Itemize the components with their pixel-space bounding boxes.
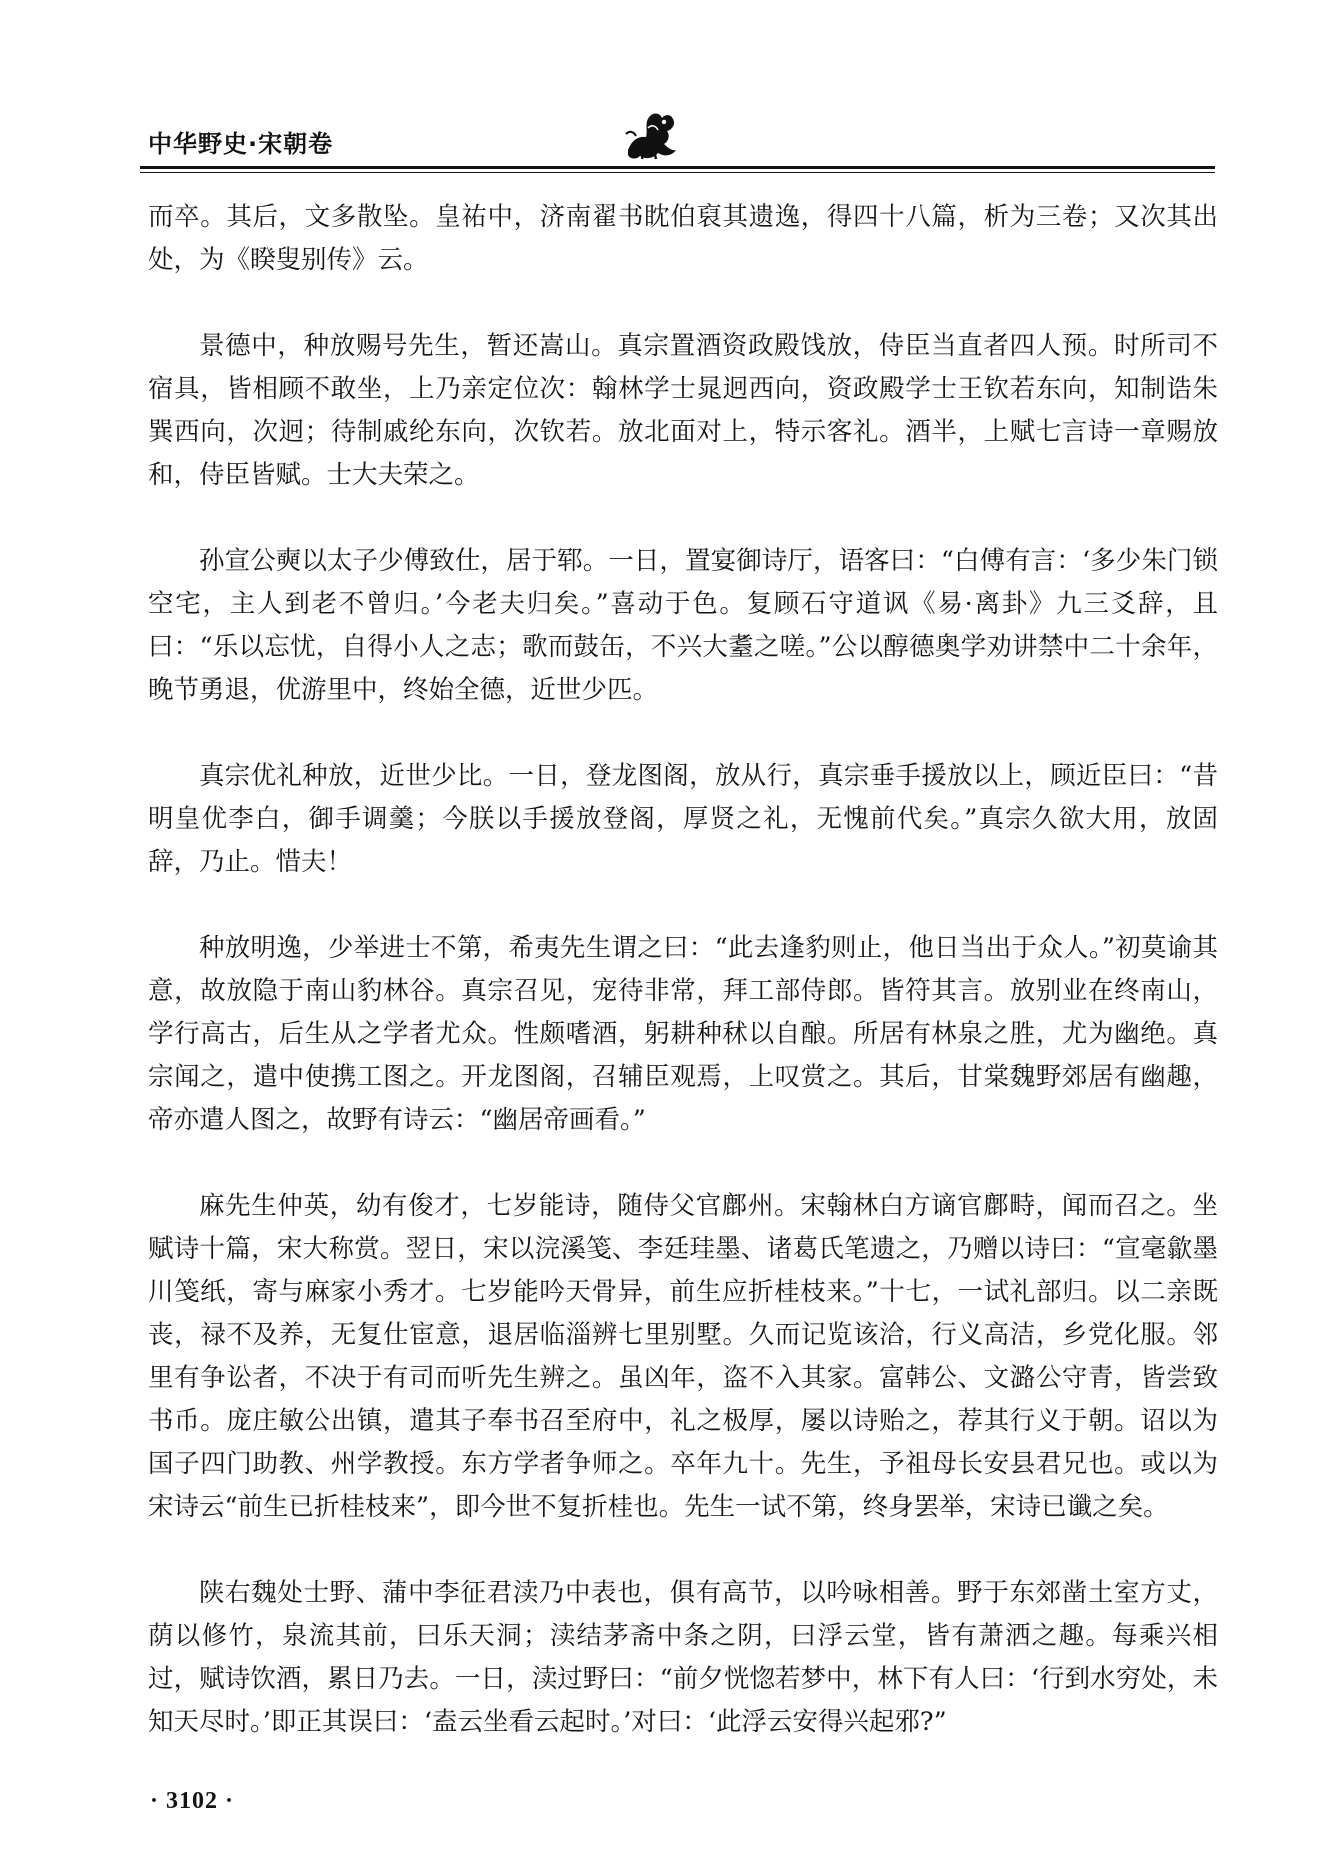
paragraph: 真宗优礼种放，近世少比。一日，登龙图阁，放从行，真宗垂手援放以上，顾近臣曰：“昔明皇优李白，御手调羹；今朕以手援放登阁，厚贤之礼，无愧前代矣。”真宗久欲大用，放固辞，乃止。惜夫！ — [148, 761, 1218, 877]
header-rule — [140, 166, 1215, 169]
dragon-emblem-icon — [618, 104, 684, 164]
paragraph: 景德中，种放赐号先生，暂还嵩山。真宗置酒资政殿饯放，侍臣当直者四人预。时所司不宿具，皆相顾不敢坐，上乃亲定位次：翰林学士晁迥西向，资政殿学士王钦若东向，知制诰朱巽西向，次迥；待制戚纶东向，次钦若。放北面对上，特示客礼。酒半，上赋七言诗一章赐放和，侍臣皆赋。士大夫荣之。 — [148, 331, 1218, 490]
paragraph: 而卒。其后，文多散坠。皇祐中，济南翟书眈伯裒其遗逸，得四十八篇，析为三卷；又次其出处，为《睽叟别传》云。 — [148, 202, 1218, 275]
paragraph: 麻先生仲英，幼有俊才，七岁能诗，随侍父官鄜州。宋翰林白方谪官鄜畤，闻而召之。坐赋诗十篇，宋大称赏。翌日，宋以浣溪笺、李廷珪墨、诸葛氏笔遗之，乃赠以诗曰：“宣毫歙墨川笺纸，寄与麻家小秀才。七岁能吟天骨异，前生应折桂枝来。”十七，一试礼部归。以二亲既丧，禄不及养，无复仕宦意，退居临淄辨七里别墅。久而记览该洽，行义高洁，乡党化服。邻里有争讼者，不决于有司而听先生辨之。虽凶年，盗不入其家。富韩公、文潞公守青，皆尝致书币。庞庄敏公出镇，遣其子奉书召至府中，礼之极厚，屡以诗贻之，荐其行义于朝。诏以为国子四门助教、州学教授。东方学者争师之。卒年九十。先生，予祖母长安县君兄也。或以为宋诗云“前生已折桂枝来”，即今世不复折桂也。先生一试不第，终身罢举，宋诗已谶之矣。 — [148, 1191, 1218, 1522]
running-header — [140, 118, 1215, 188]
book-title: 中华野史·宋朝卷 — [148, 130, 334, 158]
paragraph: 孙宣公奭以太子少傅致仕，居于郓。一日，置宴御诗厅，语客曰：“白傅有言：‘多少朱门锁空宅，主人到老不曾归。’今老夫归矣。”喜动于色。复顾石守道讽《易·离卦》九三爻辞，且曰：“乐以忘忧，自得小人之志；歌而鼓缶，不兴大耋之嗟。”公以醇德奥学劝讲禁中二十余年，晚节勇退，优游里中，终始全德，近世少匹。 — [148, 546, 1218, 705]
paragraph: 陕右魏处士野、蒲中李征君渎乃中表也，俱有高节，以吟咏相善。野于东郊凿土室方丈，荫以修竹，泉流其前，曰乐天洞；渎结茅斋中条之阴，曰浮云堂，皆有萧洒之趣。每乘兴相过，赋诗饮酒，累日乃去。一日，渎过野曰：“前夕恍惚若梦中，林下有人曰：‘行到水穷处，未知天尽时。’即正其误曰：‘盍云坐看云起时。’对曰：‘此浮云安得兴起邪?” — [148, 1578, 1218, 1737]
page-number: · 3102 · — [150, 1788, 235, 1814]
paragraph: 种放明逸，少举进士不第，希夷先生谓之曰：“此去逢豹则止，他日当出于众人。”初莫谕其意，故放隐于南山豹林谷。真宗召见，宠待非常，拜工部侍郎。皆符其言。放别业在终南山，学行高古，后生从之学者尤众。性颇嗜酒，躬耕种秫以自酿。所居有林泉之胜，尤为幽绝。真宗闻之，遣中使携工图之。开龙图阁，召辅臣观焉，上叹赏之。其后，甘棠魏野郊居有幽趣，帝亦遣人图之，故野有诗云：“幽居帝画看。” — [148, 933, 1218, 1135]
header-rule-thin — [140, 172, 1215, 173]
body-text — [148, 196, 1218, 1787]
